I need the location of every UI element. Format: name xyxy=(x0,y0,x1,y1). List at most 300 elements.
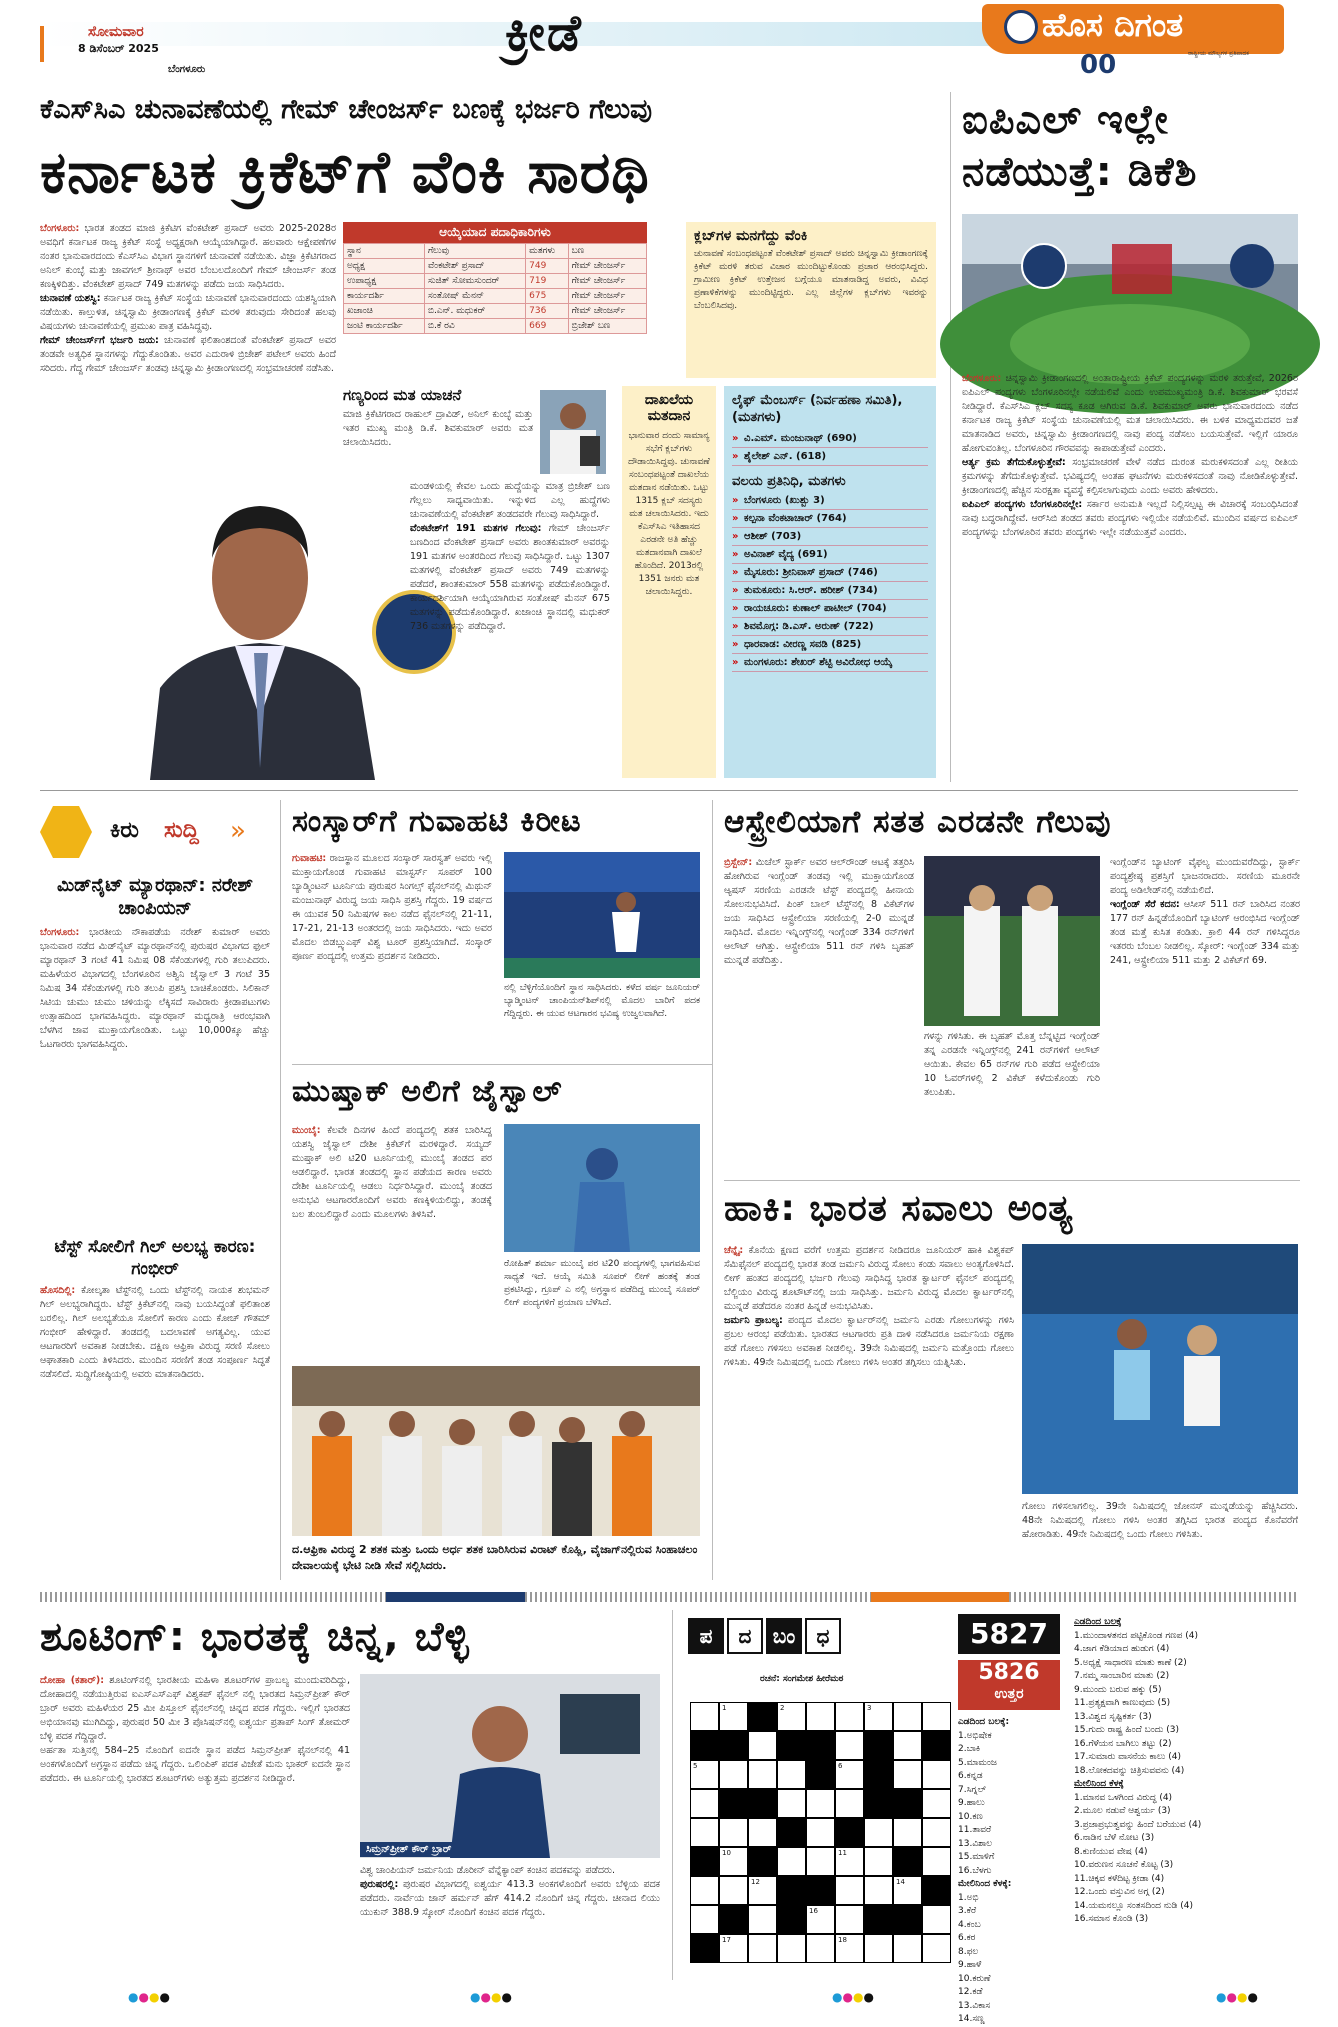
crossword-cell[interactable] xyxy=(922,1847,951,1876)
masthead xyxy=(0,0,1338,86)
clue-item: 7.ಸಿಗ್ನಲ್ xyxy=(958,1784,987,1795)
crossword-cell[interactable] xyxy=(835,1847,864,1876)
shooting-headline: ಶೂಟಿಂಗ್: ಭಾರತಕ್ಕೆ ಚಿನ್ನ, ಬೆಳ್ಳಿ xyxy=(40,1614,470,1660)
shooter-photo xyxy=(360,1674,660,1858)
mid-divider xyxy=(292,1064,712,1065)
mushtaq-body-2: ರೋಹಿತ್ ಶರ್ಮಾ ಮುಂಬೈ ಪರ ಟಿ20 ಪಂದ್ಯಗಳಲ್ಲಿ ಭಾಗವಹಿಸುವ ಸಾಧ್ಯತೆ ಇದೆ. ಆಯ್ಕೆ ಸಮಿತಿ ಸೂಪರ್ ಲೀಗ್ ಹಂತಕ್ಕೆ ತಂಡ ಪ್ರಕಟಿಸಿದ್ದು, ಗ್ರೂಪ್ ಎ ನಲ್ಲಿ ಅಗ್ರಸ್ಥಾನ ಪಡೆದಿದ್ದ ಮುಂಬೈ ಸೂಪರ್ ಲೀಗ್ ಪಂದ್ಯಗಳಿಗೆ ಪ್ರಯಾಣ ಬೆಳೆಸಿದೆ. xyxy=(504,1259,700,1308)
table-row xyxy=(344,304,647,319)
date-accent-bar xyxy=(40,26,44,62)
crossword-cell[interactable] xyxy=(922,1905,951,1934)
crossword-cell xyxy=(864,1905,893,1934)
table-cell: 719 xyxy=(526,274,569,289)
table-row xyxy=(344,319,647,334)
clue-item: 6.ಕನ್ನಡ xyxy=(958,1771,983,1781)
reg-dots: ●●●● xyxy=(832,1990,874,2004)
crossword-cell-number: 6 xyxy=(838,1762,843,1770)
crossword-title xyxy=(688,1618,841,1654)
crossword-cell[interactable] xyxy=(864,1876,893,1905)
clue-item: 18.ಲೋಕದವನ್ನು ಚಿತ್ರಿಸುವವನು (4) xyxy=(1074,1765,1185,1776)
answers-block xyxy=(958,1716,1064,2027)
clue-item: 1.ಅಭಿಷೇಕ xyxy=(958,1730,992,1741)
crossword-cell-number: 17 xyxy=(722,1936,731,1944)
clue-item: 14.ಯಮನಲ್ಲೂ ಸಂತಸದಿಂದ ನುಡಿ (4) xyxy=(1074,1900,1193,1911)
list-item: » ಬೆಂಗಳೂರು (ಖುಶ್ಬು 3) xyxy=(732,492,928,510)
crossword-cell[interactable] xyxy=(777,1847,806,1876)
crossword-cell[interactable] xyxy=(922,1760,951,1789)
crossword-cell xyxy=(893,1789,922,1818)
crossword-cell xyxy=(719,1731,748,1760)
officials-table xyxy=(343,243,647,334)
crossword-cell[interactable] xyxy=(922,1818,951,1847)
crossword-cell[interactable] xyxy=(719,1934,748,1963)
crossword-cell[interactable] xyxy=(690,1876,719,1905)
reg-dots: ●●●● xyxy=(1216,1990,1258,2004)
answers-across-list xyxy=(958,1730,1064,1879)
lead-sub-2: ಗೇಮ್ ಚೇಂಜರ್ಸ್‌ಗೆ ಭರ್ಜರಿ ಜಯ: xyxy=(40,335,159,346)
table-cell: ಬಿ.ಕೆ ರವಿ xyxy=(424,319,525,334)
voting-box-body: ಭಾನುವಾರ ದಂದು ಸಾಮಾನ್ಯ ಸಭೆಗೆ ಕ್ಲಬ್‌ಗಳು ದೌಡಾಯಿಸಿದ್ದವು. ಚುನಾವಣೆ ಸಂಬಂಧಪಟ್ಟಂತೆ ದಾಖಲೆಯ ಮತದಾನ ನಡೆಯಿತು. ಒಟ್ಟು 1315 ಕ್ಲಬ್ ಸದಸ್ಯರು ಮತ ಚಲಾಯಿಸಿದರು. ಇದು ಕೆಎಸ್‌ಸಿಎ ಇತಿಹಾಸದ ಎರಡನೇ ಅತಿ ಹೆಚ್ಚು ಮತದಾನವಾಗಿ ದಾಖಲೆ ಹೊಂದಿದೆ. 2013ರಲ್ಲಿ 1351 ಜನರು ಮತ ಚಲಾಯಿಸಿದ್ದರು. xyxy=(628,431,710,597)
crossword-cell[interactable] xyxy=(748,1934,777,1963)
crossword-cell[interactable] xyxy=(719,1760,748,1789)
crossword-cell[interactable] xyxy=(835,1876,864,1905)
table-cell: ಖಜಾಂಚಿ xyxy=(344,304,425,319)
table-cell: ಸ್ಥಾನ xyxy=(344,244,425,259)
stadium-photo xyxy=(962,214,1298,364)
kirusuddi-label-1: ಕಿರು xyxy=(110,818,139,843)
crossword-cell[interactable] xyxy=(835,1702,864,1731)
members-box xyxy=(724,386,936,778)
crossword-cell xyxy=(777,1876,806,1905)
bar-segment xyxy=(525,1592,871,1602)
australia-text: ಮಿಚೆಲ್ ಸ್ಟಾರ್ಕ್ ಅವರ ಆಲ್‌ರೌಂಡ್ ಆಟಕ್ಕೆ ತತ್ತರಿಸಿ ಹೋಗಿರುವ ಇಂಗ್ಲೆಂಡ್ ತಂಡವು ಇಲ್ಲಿ ಮುಕ್ತಾಯಗೊಂಡ ಆ್ಯಷಸ್ ಸರಣಿಯ ಎರಡನೇ ಟೆಸ್ಟ್ ಪಂದ್ಯದಲ್ಲಿ ಹೀನಾಯ ಸೋಲನುಭವಿಸಿದೆ. ಪಿಂಕ್ ಬಾಲ್ ಟೆಸ್ಟ್‌ನಲ್ಲಿ 8 ವಿಕೆಟ್‌ಗಳ ಜಯ ಸಾಧಿಸಿದ ಆಸ್ಟ್ರೇಲಿಯಾ ಸರಣಿಯಲ್ಲಿ 2-0 ಮುನ್ನಡೆ ಸಾಧಿಸಿದೆ. ಮೊದಲ ಇನ್ನಿಂಗ್ಸ್‌ನಲ್ಲಿ ಇಂಗ್ಲೆಂಡ್ 334 ರನ್‌ಗಳಿಗೆ ಆಲೌಟ್ ಆಗಿತ್ತು. ಆಸ್ಟ್ರೇಲಿಯಾ 511 ರನ್ ಗಳಿಸಿ ಬೃಹತ್ ಮುನ್ನಡೆ ಪಡೆದಿತ್ತು. xyxy=(724,857,914,966)
table-cell: 749 xyxy=(526,259,569,274)
list-item: » ಶೈಲೇಶ್ ಎನ್. (618) xyxy=(732,448,928,466)
kiru-body-1 xyxy=(40,926,270,1052)
clue-item: 8.ಫಲ xyxy=(958,1946,979,1957)
clue-item: 16.ಬೆಳಗು xyxy=(958,1865,992,1876)
crossword-cell[interactable] xyxy=(748,1818,777,1847)
crossword-cell[interactable] xyxy=(690,1760,719,1789)
crossword-cell xyxy=(690,1847,719,1876)
answers-across-title: ಎಡದಿಂದ ಬಲಕ್ಕೆ: xyxy=(958,1717,1010,1727)
clue-item: 7.ನಮ್ಮ ಸಾಂಬಾರಿನ ಮಾತು (2) xyxy=(1074,1671,1170,1681)
crossword-number: 5827 xyxy=(958,1614,1060,1654)
table-cell: ಗೆಲುವು xyxy=(424,244,525,259)
clue-item: 9.ಹಾಲು xyxy=(958,1798,985,1808)
crossword-cell[interactable] xyxy=(806,1818,835,1847)
table-row xyxy=(344,259,647,274)
kohli-temple-photo xyxy=(292,1366,700,1536)
lead-body-2: ಕರ್ನಾಟಕ ರಾಜ್ಯ ಕ್ರಿಕೆಟ್ ಸಂಸ್ಥೆಯ ಚುನಾವಣೆ ಭಾನುವಾರದಂದು ಯಶಸ್ವಿಯಾಗಿ ನಡೆಯಿತು. ಕಾಲ್ತುಳಿತ, ಚಿನ್ನಸ್ವಾಮಿ ಕ್ರೀಡಾಂಗಣಕ್ಕೆ ಕ್ರಿಕೆಟ್ ಮರಳಿ ತರುವುದು ಸೇರಿದಂತೆ ಹಲವು ವಿಷಯಗಳು ಚುನಾವಣೆಯಲ್ಲಿ ಪ್ರಮುಖ ಪಾತ್ರ ವಹಿಸಿದ್ದವು. xyxy=(40,293,336,332)
list-item: » ಶಿವಮೊಗ್ಗ: ಡಿ.ಎಸ್. ಅರುಣ್ (722) xyxy=(732,618,928,636)
table-cell: ಗೇಮ್ ಚೇಂಜರ್ಸ್ xyxy=(568,259,646,274)
crossword-cell xyxy=(690,1934,719,1963)
table-row xyxy=(344,274,647,289)
shooting-body xyxy=(40,1674,350,1786)
crossword-cell[interactable] xyxy=(922,1934,951,1963)
paper-name: ಹೊಸ ದಿಗಂತ xyxy=(1042,6,1184,44)
kirusuddi-badge xyxy=(40,806,260,862)
section-title: ಕ್ರೀಡೆ xyxy=(505,4,583,62)
bottom-color-bar xyxy=(40,1592,1298,1602)
crossword-cell[interactable] xyxy=(893,1731,922,1760)
crossword-cell[interactable] xyxy=(777,1789,806,1818)
sanskar-dateline: ಗುವಾಹಟಿ: xyxy=(292,853,327,864)
crossword-cell[interactable] xyxy=(719,1702,748,1731)
clue-item: 4.ಕಂಬ xyxy=(958,1919,981,1930)
registration-marks xyxy=(0,1990,1338,2004)
crossword-cell[interactable] xyxy=(806,1847,835,1876)
clues-across-list xyxy=(1074,1630,1302,1779)
crossword-cell-number: 1 xyxy=(722,1704,727,1712)
crossword-cell xyxy=(893,1905,922,1934)
clue-item: 1.ಮುಂದಾಳತನದ ಪಟ್ಟಿಕೊಂಡ ಗಣಪ (4) xyxy=(1074,1630,1198,1641)
ipl-body-2: ಸಂಭ್ರಮಾಚರಣೆ ವೇಳೆ ನಡೆದ ದುರಂತ ಮರುಕಳಿಸದಂತೆ ಎಲ್ಲ ರೀತಿಯ ಕ್ರಮಗಳನ್ನು ತೆಗೆದುಕೊಳ್ಳುತ್ತೇವೆ. ಭವಿಷ್ಯದಲ್ಲಿ ಅಂತಹ ಘಟನೆಗಳು ಮರುಕಳಿಸದಂತೆ ನಾವು ನೋಡಿಕೊಳ್ಳುತ್ತೇವೆ. ಕ್ರೀಡಾಂಗಣದಲ್ಲಿ ಹೆಚ್ಚಿನ ಸುರಕ್ಷತಾ ವ್ಯವಸ್ಥೆ ಕಲ್ಪಿಸಲಾಗುವುದು ಎಂದು ಅವರು ಹೇಳಿದರು. xyxy=(962,457,1298,496)
clue-item: 2.ಬಾಕಿ xyxy=(958,1744,981,1754)
clue-item: 13.ವಿಶ್ವದ ಸೃಷ್ಟಿಕರ್ತ (3) xyxy=(1074,1711,1152,1722)
hand-icon xyxy=(40,806,92,858)
badminton-photo xyxy=(504,852,700,978)
hockey-headline: ಹಾಕಿ: ಭಾರತ ಸವಾಲು ಅಂತ್ಯ xyxy=(724,1188,1074,1229)
hockey-dateline: ಚೆನ್ನೈ: xyxy=(724,1245,744,1256)
clue-item: 15.ಮಾಳಿಗೆ xyxy=(958,1852,995,1862)
clue-item: 3.ಕೆರೆ xyxy=(958,1906,977,1916)
ipl-headline: ಐಪಿಎಲ್ ಇಲ್ಲೇ ನಡೆಯುತ್ತೆ: ಡಿಕೆಶಿ xyxy=(962,97,1198,195)
crossword-cell[interactable] xyxy=(748,1760,777,1789)
crossword-cell[interactable] xyxy=(922,1789,951,1818)
crossword-cell[interactable] xyxy=(864,1934,893,1963)
shooting-text-2: ಅರ್ಹತಾ ಸುತ್ತಿನಲ್ಲಿ 584–25 ನೊಂದಿಗೆ ಐದನೇ ಸ್ಥಾನ ಪಡೆದ ಸಿಮ್ರನ್‌ಪ್ರೀತ್ ಫೈನಲ್‌ನಲ್ಲಿ 41 ಅಂಕಗಳೊಂದಿಗೆ ಅಗ್ರಸ್ಥಾನ ಪಡೆದು ಚಿನ್ನ ಗೆದ್ದರು. ಒಲಿಂಪಿಕ್ ಪದಕ ವಿಜೇತೆ ಮನು ಭಾಕರ್ ಐದನೇ ಸ್ಥಾನ ಪಡೆದರು. ಈ ಟೂರ್ನಿಯಲ್ಲಿ ಭಾರತದ ಶೂಟರ್‌ಗಳು ಅತ್ಯುತ್ತಮ ಪ್ರದರ್ಶನ ನೀಡಿದ್ದಾರೆ. xyxy=(40,1745,350,1784)
australia-dateline: ಬ್ರಿಸ್ಬೇನ್: xyxy=(724,857,753,868)
crossword-cell[interactable] xyxy=(806,1934,835,1963)
australia-sub: ಇಂಗ್ಲೆಂಡ್ ಸೆರೆ ಕದನ: xyxy=(1110,899,1180,910)
dignitaries-sub: ವೆಂಕಟೇಶ್‌ಗೆ 191 ಮತಗಳ ಗೆಲುವು: xyxy=(410,523,542,534)
list-item: » ಮಂಗಳೂರು: ಶೇಖರ್ ಶೆಟ್ಟಿ ಅವಿರೋಧ ಆಯ್ಕೆ xyxy=(732,654,928,672)
members-list-2 xyxy=(732,492,928,672)
lead-body xyxy=(40,222,336,376)
lead-dateline: ಬೆಂಗಳೂರು: xyxy=(40,223,80,234)
mushtaq-body xyxy=(292,1124,492,1222)
table-cell: ಮತಗಳು xyxy=(526,244,569,259)
prev-label: ಉತ್ತರ xyxy=(994,1686,1024,1702)
bar-segment xyxy=(386,1592,525,1602)
crossword-cell-number: 16 xyxy=(809,1907,818,1915)
sanskar-body-2: ನಲ್ಲಿ ಬೆಳ್ಳಿಗೆಯೊಂದಿಗೆ ಸ್ಥಾನ ಸಾಧಿಸಿದರು. ಕಳೆದ ವರ್ಷ ಜೂನಿಯರ್ ಬ್ಯಾಡ್ಮಿಂಟನ್ ಚಾಂಪಿಯನ್‌ಶಿಪ್‌ನಲ್ಲಿ ಮೊದಲ ಬಾರಿಗೆ ಪದಕ ಗೆದ್ದಿದ್ದರು. ಈ ಯುವ ಆಟಗಾರನ ಭವಿಷ್ಯ ಉಜ್ವಲವಾಗಿದೆ. xyxy=(504,983,700,1019)
dkshi-voting-photo xyxy=(540,390,606,474)
crossword-cell xyxy=(864,1760,893,1789)
shooting-sub: ಪುರುಷರಲ್ಲಿ: xyxy=(360,1879,399,1890)
clue-item: 14.ಸಣ್ಣ xyxy=(958,2014,985,2024)
list-item: » ಅವಿನಾಶ್ ವೈದ್ಯ (691) xyxy=(732,546,928,564)
voting-box-title: ದಾಖಲೆಯ ಮತದಾನ xyxy=(644,392,694,424)
crossword-cell[interactable] xyxy=(893,1760,922,1789)
officials-table-title: ಆಯ್ಕೆಯಾದ ಪದಾಧಿಕಾರಿಗಳು xyxy=(343,222,647,243)
list-item: » ಆಶೀಶ್ (703) xyxy=(732,528,928,546)
table-cell: ಜಂಟಿ ಕಾರ್ಯದರ್ಶಿ xyxy=(344,319,425,334)
crossword-cell-number: 14 xyxy=(896,1878,905,1886)
crossword-cell xyxy=(777,1818,806,1847)
sanskar-text: ರಾಜಸ್ಥಾನ ಮೂಲದ ಸಂಸ್ಕಾರ್ ಸಾರಸ್ವತ್ ಅವರು ಇಲ್ಲಿ ಮುಕ್ತಾಯಗೊಂಡ ಗುವಾಹಟಿ ಮಾಸ್ಟರ್ಸ್ ಸೂಪರ್ 100 ಬ್ಯಾಡ್ಮಿಂಟನ್ ಟೂರ್ನಿಯ ಪುರುಷರ ಸಿಂಗಲ್ಸ್ ಫೈನಲ್‌ನಲ್ಲಿ ಮಿಥುನ್ ಮಂಜುನಾಥ್ ವಿರುದ್ಧ ಜಯ ಸಾಧಿಸಿ ಪ್ರಶಸ್ತಿ ಗೆದ್ದರು. 19 ವರ್ಷದ ಈ ಯುವಕ 50 ನಿಮಿಷಗಳ ಕಾಲ ನಡೆದ ಫೈನಲ್‌ನಲ್ಲಿ 21-11, 17-21, 21-13 ಅಂತರದಲ್ಲಿ ಜಯ ಸಾಧಿಸಿದರು. ಇದು ಅವರ ಮೊದಲ ಬಿಡಬ್ಲ್ಯುಎಫ್ ವಿಶ್ವ ಟೂರ್ ಪ್ರಶಸ್ತಿಯಾಗಿದೆ. ಸಂಸ್ಕಾರ್ ಪೂರ್ಣ ಪಂದ್ಯದಲ್ಲಿ ಉತ್ತಮ ಪ್ರದರ್ಶನ ನೀಡಿದರು. xyxy=(292,853,492,962)
clue-item: 10.ಕರುಣೆ xyxy=(958,1973,991,1984)
officials-table-box xyxy=(343,222,647,334)
masthead-date: 8 ಡಿಸೆಂಬರ್ 2025 xyxy=(78,42,159,55)
sanskar-headline: ಸಂಸ್ಕಾರ್‌ಗೆ ಗುವಾಹಟಿ ಕಿರೀಟ xyxy=(292,804,582,839)
photo-caption: ದ.ಆಫ್ರಿಕಾ ವಿರುದ್ಧ 2 ಶತಕ ಮತ್ತು ಒಂದು ಅರ್ಧ ಶತಕ ಬಾರಿಸಿರುವ ವಿರಾಟ್ ಕೊಹ್ಲಿ, ವೈಜಾಗ್‌ನಲ್ಲಿರುವ ಸಿಂಹಾಚಲಂ ದೇವಾಲಯಕ್ಕೆ ಭೇಟಿ ನೀಡಿ ಸೇವೆ ಸಲ್ಲಿಸಿದರು. xyxy=(292,1543,698,1572)
clues-down-title: ಮೇಲಿನಿಂದ ಕೆಳಕ್ಕೆ xyxy=(1074,1779,1124,1789)
crossword-cell xyxy=(835,1818,864,1847)
crossword-title-letter: ಪ xyxy=(688,1618,724,1654)
sanskar-body xyxy=(292,852,492,964)
cricket-batsmen-photo xyxy=(924,856,1100,1026)
clue-item: 12.ಕಡೆ xyxy=(958,1987,983,1997)
clubs-box-body: ಚುನಾವಣೆ ಸಂಬಂಧಪಟ್ಟಂತೆ ವೆಂಕಟೇಶ್ ಪ್ರಸಾದ್ ಅವರು ಚಿನ್ನಸ್ವಾಮಿ ಕ್ರೀಡಾಂಗಣಕ್ಕೆ ಕ್ರಿಕೆಟ್ ಮರಳಿ ತರುವ ವಿಚಾರ ಮುಂದಿಟ್ಟುಕೊಂಡು ಪ್ರಚಾರ ಆರಂಭಿಸಿದ್ದರು. ಗ್ರಾಮೀಣ ಕ್ರಿಕೆಟ್ ಉತ್ತೇಜನ ಬಗ್ಗೆಯೂ ಮಾತನಾಡಿದ್ದ ಅವರು, ವಿವಿಧ ಪ್ರಣಾಳಿಕೆಗಳನ್ನು ಮುಂದಿಟ್ಟಿದ್ದರು. ಎಲ್ಲ ಜಿಲ್ಲೆಗಳ ಕ್ಲಬ್‌ಗಳು ಇವರನ್ನು ಬೆಂಬಲಿಸಿದವು. xyxy=(694,249,928,311)
ipl-sub-1: ಆರ್ತ್ಯ ಕ್ರಮ ತೆಗೆದುಕೊಳ್ಳುತ್ತೇವೆ: xyxy=(962,457,1066,468)
lead-divider xyxy=(950,92,951,782)
clue-item: 17.ಸುಮಾರು ವಾಸನೆಯ ಕಾಲು (4) xyxy=(1074,1752,1182,1762)
crossword-cell[interactable] xyxy=(719,1847,748,1876)
crossword-cell xyxy=(719,1789,748,1818)
crossword-cell[interactable] xyxy=(835,1934,864,1963)
crossword-title-letter: ಬಂ xyxy=(766,1618,802,1654)
bar-segment xyxy=(40,1592,386,1602)
table-cell: 736 xyxy=(526,304,569,319)
clue-item: 13.ವಿಕಾಸ xyxy=(958,2000,991,2011)
crossword-cell xyxy=(864,1789,893,1818)
clue-item: 1.ಮಾನವ ಒಳಗಿಂದ ವಿರುದ್ಧ (4) xyxy=(1074,1792,1173,1803)
hockey-body-3: ಗೋಲು ಗಳಿಸಲಾಗಲಿಲ್ಲ. 39ನೇ ನಿಮಿಷದಲ್ಲಿ ಜೋನಸ್ ಮುನ್ನಡೆಯನ್ನು ಹೆಚ್ಚಿಸಿದರು. 48ನೇ ನಿಮಿಷದಲ್ಲಿ ಗೋಲು ಗಳಿಸಿ ಅಂತರ ತಗ್ಗಿಸಿದ ಭಾರತ ಪಂದ್ಯದ ಕೊನೆವರೆಗೆ ಹೋರಾಡಿತು. 49ನೇ ನಿಮಿಷದಲ್ಲಿ ಒಂದು ಗೋಲು ಗಳಿಸಿತು. xyxy=(1022,1501,1298,1540)
clue-item: 9.ಹಾಳೆ xyxy=(958,1960,982,1970)
bar-segment xyxy=(1009,1592,1298,1602)
australia-text-4: ಆಸೀಸ್ 511 ರನ್ ಬಾರಿಸಿದ ನಂತರ 177 ರನ್ ಹಿನ್ನಡೆಯೊಂದಿಗೆ ಬ್ಯಾಟಿಂಗ್ ಆರಂಭಿಸಿದ ಇಂಗ್ಲೆಂಡ್ ತಂಡ ಮತ್ತೆ ಕುಸಿತ ಕಂಡಿತು. ಕ್ರಾಲಿ 44 ರನ್ ಗಳಿಸಿದ್ದರೂ ಇತರರು ಬೆಂಬಲ ನೀಡಲಿಲ್ಲ. ಸ್ಕೋರ್: ಇಂಗ್ಲೆಂಡ್ 334 ಮತ್ತು 241, ಆಸ್ಟ್ರೇಲಿಯಾ 511 ಮತ್ತು 2 ವಿಕೆಟ್‌ಗೆ 69. xyxy=(1110,899,1300,966)
answers-down-list xyxy=(958,1892,1064,2027)
crossword-cell[interactable] xyxy=(719,1876,748,1905)
crossword-cell[interactable] xyxy=(835,1789,864,1818)
kiru-dateline-2: ಹೊಸದಿಲ್ಲಿ: xyxy=(40,1285,76,1296)
crossword-cell[interactable] xyxy=(835,1760,864,1789)
list-item: » ಮೈಸೂರು: ಶ್ರೀನಿವಾಸ್ ಪ್ರಸಾದ್ (746) xyxy=(732,564,928,582)
section-divider xyxy=(40,790,1298,791)
crossword-grid[interactable] xyxy=(690,1702,952,1964)
hockey-sub: ಜರ್ಮನಿ ಪ್ರಾಬಲ್ಯ: xyxy=(724,1315,783,1326)
shooting-text-4: ಪುರುಷರ ವಿಭಾಗದಲ್ಲಿ ಐಶ್ವರ್ಯ 413.3 ಅಂಕಗಳೊಂದಿಗೆ ಅವರು ಬೆಳ್ಳಿಯ ಪದಕ ಪಡೆದರು. ನಾರ್ವೆಯ ಜಾನ್ ಹರ್ಮನ್ ಹೆಗ್ 414.2 ನೊಂದಿಗೆ ಚಿನ್ನ ಗೆದ್ದರು. ಚೀನಾದ ಲಿಯು ಯುಕುನ್ 388.9 ಸ್ಕೋರ್ ನೊಂದಿಗೆ ಕಂಚಿನ ಪದಕ ಗೆದ್ದರು. xyxy=(360,1879,660,1918)
shooting-text-3: ವಿಶ್ವ ಚಾಂಪಿಯನ್ ಜರ್ಮನಿಯ ಡೊರೀನ್ ವೆನ್ನೆಕ್ಯಾಂಪ್ ಕಂಚಿನ ಪದಕವನ್ನು ಪಡೆದರು. xyxy=(360,1865,616,1876)
crossword-cell[interactable] xyxy=(835,1905,864,1934)
crossword-cell[interactable] xyxy=(748,1905,777,1934)
voting-box xyxy=(622,386,716,778)
kiru-dateline-1: ಬೆಂಗಳೂರು: xyxy=(40,927,80,938)
kiru-text-2: ಕೋಲ್ಕತಾ ಟೆಸ್ಟ್‌ನಲ್ಲಿ ಒಂದು ಟೆಸ್ಟ್‌ನಲ್ಲಿ ನಾಯಕ ಶುಭಮನ್ ಗಿಲ್ ಅಲಭ್ಯರಾಗಿದ್ದರು. ಟೆಸ್ಟ್ ಕ್ರಿಕೆಟ್‌ನಲ್ಲಿ ನಾವು ಬಯಸಿದ್ದಂತೆ ಫಲಿತಾಂಶ ಬರಲಿಲ್ಲ. ಗಿಲ್ ಅಲಭ್ಯತೆಯೂ ಸೋಲಿಗೆ ಕಾರಣ ಎಂದು ಕೋಚ್ ಗೌತಮ್ ಗಂಭೀರ್ ಹೇಳಿದ್ದಾರೆ. ತಂಡದಲ್ಲಿ ಬದಲಾವಣೆ ಅಗತ್ಯವಿಲ್ಲ. ಯುವ ಆಟಗಾರರಿಗೆ ಅವಕಾಶ ನೀಡಬೇಕು. ದಕ್ಷಿಣ ಆಫ್ರಿಕಾ ವಿರುದ್ಧ ಸರಣಿ ಸೋಲು ಆಘಾತಕಾರಿ ಎಂದು ತಿಳಿಸಿದರು. ಮುಂದಿನ ಸರಣಿಗೆ ತಂಡ ಸಂಪೂರ್ಣ ಸಿದ್ಧತೆ ನಡೆಸಲಿದೆ. ಸುದ್ದಿಗೋಷ್ಠಿಯಲ್ಲಿ ಅವರು ಮಾತನಾಡಿದರು. xyxy=(40,1285,270,1380)
crossword-cell[interactable] xyxy=(864,1818,893,1847)
reg-dots: ●●●● xyxy=(470,1990,512,2004)
members-title-2: ವಲಯ ಪ್ರತಿನಿಧಿ, ಮತಗಳು xyxy=(732,474,846,489)
venkatesh-portrait-photo xyxy=(130,468,390,780)
lead-sub-1: ಚುನಾವಣೆ ಯಶಸ್ವಿ: xyxy=(40,293,101,304)
crossword-cell xyxy=(719,1905,748,1934)
table-header xyxy=(344,244,647,259)
shooting-body-3 xyxy=(360,1864,660,1920)
list-item: » ತುಮಕೂರು: ಸಿ.ಆರ್. ಹರೀಶ್ (734) xyxy=(732,582,928,600)
table-cell: ಕಾರ್ಯದರ್ಶಿ xyxy=(344,289,425,304)
clues-across-title: ಎಡದಿಂದ ಬಲಕ್ಕೆ xyxy=(1074,1617,1122,1627)
clue-item: 11.ಪ್ರತ್ಯಕ್ಷವಾಗಿ ಕಾಣುವುದು (5) xyxy=(1074,1698,1171,1708)
clue-item: 4.ಜಾಗ ಕೆಡಿಯಾದ ಹುಡುಗ (4) xyxy=(1074,1644,1170,1654)
crossword-cell[interactable] xyxy=(777,1934,806,1963)
crossword-cell[interactable] xyxy=(777,1702,806,1731)
crossword-cell[interactable] xyxy=(922,1702,951,1731)
list-item: » ವಿ.ಎಮ್. ಮಂಜುನಾಥ್ (690) xyxy=(732,430,928,448)
masthead-day: ಸೋಮವಾರ xyxy=(88,24,144,40)
clue-item: 13.ವಿಶಾಲ xyxy=(958,1838,993,1849)
reg-dots: ●●●● xyxy=(128,1990,170,2004)
center-divider xyxy=(712,800,713,1580)
table-cell: ಬ್ರಿಜೇಶ್ ಬಣ xyxy=(568,319,646,334)
members-list-1 xyxy=(732,430,928,466)
mushtaq-dateline: ಮುಂಬೈ: xyxy=(292,1125,321,1136)
table-cell: ಅಧ್ಯಕ್ಷ xyxy=(344,259,425,274)
table-cell: ಬಿ.ಎನ್. ಮಧುಕರ್ xyxy=(424,304,525,319)
hockey-text-2: ಪಂದ್ಯದ ಮೊದಲ ಕ್ವಾರ್ಟರ್‌ನಲ್ಲಿ ಜರ್ಮನಿ ಎರಡು ಗೋಲುಗಳನ್ನು ಗಳಿಸಿ ಪ್ರಬಲ ಆರಂಭ ಪಡೆಯಿತು. ಭಾರತದ ಆಟಗಾರರು ಪ್ರತಿ ದಾಳಿ ನಡೆಸಿದರೂ ಜರ್ಮನಿಯ ರಕ್ಷಣಾ ಪಡೆ ಗೋಲು ಗಳಿಸಲು ಅವಕಾಶ ನೀಡಲಿಲ್ಲ. 39ನೇ ನಿಮಿಷದಲ್ಲಿ ಜರ್ಮನಿ ಮತ್ತೊಂದು ಗೋಲು ಗಳಿಸಿತು. 49ನೇ ನಿಮಿಷದಲ್ಲಿ ಒಂದು ಗೋಲು ಗಳಿಸಿ ಅಂತರ ತಗ್ಗಿಸಲು ಯತ್ನಿಸಿತು. xyxy=(724,1315,1014,1368)
lead-body-1: ಭಾರತ ತಂಡದ ಮಾಜಿ ಕ್ರಿಕೆಟಿಗ ವೆಂಕಟೇಶ್ ಪ್ರಸಾದ್ ಅವರು 2025-2028ರ ಅವಧಿಗೆ ಕರ್ನಾಟಕ ರಾಜ್ಯ ಕ್ರಿಕೆಟ್ ಸಂಸ್ಥೆ ಅಧ್ಯಕ್ಷರಾಗಿ ಆಯ್ಕೆಯಾಗಿದ್ದಾರೆ. ಹಲವಾರು ಆಕ್ಷೇಪಣೆಗಳ ನಂತರ ಭಾನುವಾರದಂದು ಕೆಎಸ್‌ಸಿಎ ವಿಭಾಗ ಸ್ಥಾನಗಳಿಗೆ ಚುನಾವಣೆ ನಡೆಯಿತು. ವಿಜ್ಞಾ ಕ್ರಿಕೆಟಿಗರಾದ ಅನಿಲ್ ಕುಂಬ್ಳೆ ಮತ್ತು ಜಾವಗಲ್ ಶ್ರೀನಾಥ್ ಅವರ ಬೆಂಬಲದೊಂದಿಗೆ ಗೇಮ್ ಚೇಂಜರ್ಸ್ ತಂಡ ಕಣಕ್ಕಿಳಿದಿತ್ತು. ವೆಂಕಟೇಶ್ ಪ್ರಸಾದ್ 749 ಮತಗಳನ್ನು ಪಡೆದು ಜಯ ಸಾಧಿಸಿದರು. xyxy=(40,223,336,290)
kiru-h1: ಮಿಡ್‌ನೈಟ್ ಮ್ಯಾರಥಾನ್: ನರೇಶ್ ಚಾಂಪಿಯನ್ xyxy=(56,875,254,919)
crossword-cell xyxy=(748,1789,777,1818)
crossword-cell[interactable] xyxy=(690,1905,719,1934)
crossword-divider xyxy=(672,1610,673,1980)
dignitaries-title: ಗಣ್ಯರಿಂದ ಮತ ಯಾಚನೆ xyxy=(343,386,462,404)
clues-block xyxy=(1074,1616,1302,1927)
prev-number: 5826 xyxy=(978,1660,1040,1685)
hockey-photo xyxy=(1022,1244,1298,1494)
crossword-cell xyxy=(806,1760,835,1789)
crossword-cell-number: 3 xyxy=(867,1704,872,1712)
kiru-text-1: ಭಾರತೀಯ ನೌಕಾಪಡೆಯ ನರೇಶ್ ಕುಮಾರ್ ಅವರು ಭಾನುವಾರ ನಡೆದ ಮಿಡ್‌ನೈಟ್ ಮ್ಯಾರಥಾನ್‌ನಲ್ಲಿ ಪುರುಷರ ವಿಭಾಗದ ಫುಲ್ ಮ್ಯಾರಥಾನ್ 3 ಗಂಟೆ 41 ನಿಮಿಷ 08 ಸೆಕೆಂಡುಗಳಲ್ಲಿ ಗುರಿ ತಲುಪಿದರು. ಮಹಿಳೆಯರ ವಿಭಾಗದಲ್ಲಿ ಬೆಂಗಳೂರಿನ ಅಶ್ವಿನಿ ಜೈಸ್ವಾಲ್ 3 ಗಂಟೆ 35 ನಿಮಿಷ 34 ಸೆಕೆಂಡುಗಳಲ್ಲಿ ಗುರಿ ತಲುಪಿ ಪ್ರಶಸ್ತಿ ಬಾಚಿಕೊಂಡರು. ಸಿಲಿಕಾನ್ ಸಿಟಿಯ ಚುಮು ಚುಮು ಚಳಿಯನ್ನು ಲೆಕ್ಕಿಸದೆ ಸಾವಿರಾರು ಕ್ರೀಡಾಪಟುಗಳು ಉತ್ಸಾಹದಿಂದ ಭಾಗವಹಿಸಿದ್ದರು. ಮ್ಯಾರಥಾನ್ ಮಧ್ಯರಾತ್ರಿ ಆರಂಭವಾಗಿ ಬೆಳಗಿನ ಜಾವ ಮುಕ್ತಾಯಗೊಂಡಿತು. ಒಟ್ಟು 10,000ಕ್ಕೂ ಹೆಚ್ಚು ಓಟಗಾರರು ಭಾಗವಹಿಸಿದ್ದರು. xyxy=(40,927,270,1050)
shooting-dateline: ದೋಹಾ (ಕತಾರ್): xyxy=(40,1675,105,1686)
clue-item: 9.ಮುಂದು ಬರುವ ಹಕ್ಕು (5) xyxy=(1074,1684,1162,1695)
shooter-caption: ಸಿಮ್ರನ್‌ಪ್ರೀತ್ ಕೌರ್ ಬ್ರಾರ್ xyxy=(360,1842,500,1857)
crossword-cell xyxy=(806,1876,835,1905)
crossword-cell[interactable] xyxy=(893,1818,922,1847)
prev-answer-box xyxy=(958,1660,1060,1710)
lead-col3-body xyxy=(410,480,610,634)
mushtaq-text: ಕೆಲವೇ ದಿನಗಳ ಹಿಂದೆ ಪಂದ್ಯದಲ್ಲಿ ಶತಕ ಬಾರಿಸಿದ್ದ ಯಶಸ್ವಿ ಜೈಸ್ವಾಲ್ ದೇಶೀ ಕ್ರಿಕೆಟ್‌ಗೆ ಮರಳಿದ್ದಾರೆ. ಸಯ್ಯದ್ ಮುಷ್ತಾಕ್ ಅಲಿ ಟಿ20 ಟೂರ್ನಿಯಲ್ಲಿ ಮುಂಬೈ ತಂಡದ ಪರ ಆಡಲಿದ್ದಾರೆ. ಭಾರತ ತಂಡದಲ್ಲಿ ಸ್ಥಾನ ಪಡೆಯದ ಕಾರಣ ಅವರು ದೇಶೀ ಟೂರ್ನಿಯಲ್ಲಿ ಆಡಲು ನಿರ್ಧರಿಸಿದ್ದಾರೆ. ಮುಂಬೈ ತಂಡದ ಅನುಭವಿ ಆಟಗಾರರೊಂದಿಗೆ ಅವರು ಕಣಕ್ಕಿಳಿಯಲಿದ್ದು, ತಂಡಕ್ಕೆ ಬಲ ತುಂಬಲಿದ್ದಾರೆ ಎಂದು ಮೂಲಗಳು ತಿಳಿಸಿವೆ. xyxy=(292,1125,492,1220)
kiru-divider xyxy=(280,800,281,1580)
list-item: » ರಾಯಚೂರು: ಕುಣಾಲ್ ಪಾಟೀಲ್ (704) xyxy=(732,600,928,618)
crossword-cell-number: 5 xyxy=(693,1762,698,1770)
crossword-cell[interactable] xyxy=(777,1760,806,1789)
crossword-cell-number: 11 xyxy=(838,1849,847,1857)
australia-body-3 xyxy=(1110,856,1300,968)
hockey-body xyxy=(724,1244,1014,1370)
crossword-cell[interactable] xyxy=(864,1702,893,1731)
hockey-text: ಕೊನೆಯ ಕ್ಷಣದ ವರೆಗೆ ಉತ್ತಮ ಪ್ರದರ್ಶನ ನೀಡಿದರೂ ಜೂನಿಯರ್ ಹಾಕಿ ವಿಶ್ವಕಪ್ ಸೆಮಿಫೈನಲ್ ಪಂದ್ಯದಲ್ಲಿ ಭಾರತ ತಂಡ ಜರ್ಮನಿ ವಿರುದ್ಧ ಸೋಲು ಕಂಡು ಸವಾಲು ಅಂತ್ಯಗೊಳಿಸಿದೆ. ಲೀಗ್ ಹಂತದ ಪಂದ್ಯದಲ್ಲಿ ಭರ್ಜರಿ ಗೆಲುವು ಸಾಧಿಸಿದ್ದ ಭಾರತ ಕ್ವಾರ್ಟರ್ ಫೈನಲ್ ಪಂದ್ಯದಲ್ಲಿ ಬೆಲ್ಜಿಯಂ ವಿರುದ್ಧ ಶೂಟೌಟ್‌ನಲ್ಲಿ ಜಯ ಸಾಧಿಸಿತ್ತು. ಜರ್ಮನಿ ವಿರುದ್ಧ ಮೊದಲ ಕ್ವಾರ್ಟರ್‌ನಲ್ಲಿ ಮುನ್ನಡೆ ಪಡೆದರೂ ನಂತರ ಹಿನ್ನಡೆ ಅನುಭವಿಸಿತು. xyxy=(724,1245,1014,1312)
dignitaries-body-3: ಗೇಮ್ ಚೇಂಜರ್ಸ್ ಬಣದಿಂದ ವೆಂಕಟೇಶ್ ಪ್ರಸಾದ್ ಅವರು ಶಾಂತಕುಮಾರ್ ಅವರನ್ನು 191 ಮತಗಳ ಅಂತರದಿಂದ ಗೆಲುವು ಸಾಧಿಸಿದ್ದಾರೆ. ಒಟ್ಟು 1307 ಮತಗಳಲ್ಲಿ ವೆಂಕಟೇಶ್ ಪ್ರಸಾದ್ ಅವರು 749 ಮತಗಳನ್ನು ಪಡೆದರೆ, ಶಾಂತಕುಮಾರ್ 558 ಮತಗಳನ್ನು ಪಡೆದುಕೊಂಡಿದ್ದಾರೆ. ಕಾರ್ಯದರ್ಶಿಯಾಗಿ ಆಯ್ಕೆಯಾಗಿರುವ ಸಂತೋಷ್ ಮೆನನ್ 675 ಮತಗಳನ್ನು ಪಡೆದುಕೊಂಡಿದ್ದಾರೆ. ಖಜಾಂಚಿ ಸ್ಥಾನದಲ್ಲಿ ಮಧುಕರ್ 736 ಮತಗಳನ್ನು ಪಡೆದಿದ್ದಾರೆ. xyxy=(410,523,610,632)
crossword-cell[interactable] xyxy=(748,1731,777,1760)
crossword-cell[interactable] xyxy=(748,1876,777,1905)
crossword-setter: ರಚನೆ: ಸಂಗಮೇಶ ಹೀರೆಮಠ xyxy=(760,1674,844,1684)
crossword-title-letter: ಧ xyxy=(805,1618,841,1654)
clue-item: 15.ಗುದು ರಾಷ್ಟ್ರ ಹಿಂದೆ ಬಂದು (3) xyxy=(1074,1725,1179,1735)
clue-item: 6.ನಾಡಿನ ಬೆಳೆ ನೋಟ (3) xyxy=(1074,1833,1155,1843)
crossword-cell-number: 12 xyxy=(751,1878,760,1886)
crossword-cell[interactable] xyxy=(835,1731,864,1760)
clue-item: 2.ಮೂಲ ನಡುವೆ ಆಶ್ವರ್ಯ (3) xyxy=(1074,1806,1171,1816)
lead-kicker: ಕೆಎಸ್‌ಸಿಎ ಚುನಾವಣೆಯಲ್ಲಿ ಗೇಮ್ ಚೇಂಜರ್ಸ್ ಬಣಕ್ಕೆ ಭರ್ಜರಿ ಗೆಲುವು xyxy=(40,94,653,125)
ipl-sub-2: ಐಪಿಎಲ್ ಪಂದ್ಯಗಳು ಬೆಂಗಳೂರಿನಲ್ಲೇ: xyxy=(962,499,1083,510)
crossword-cell xyxy=(748,1702,777,1731)
crossword-cell-number: 2 xyxy=(780,1704,785,1712)
crossword-cell[interactable] xyxy=(719,1818,748,1847)
ipl-body-1: ಚಿನ್ನಸ್ವಾಮಿ ಕ್ರೀಡಾಂಗಣದಲ್ಲಿ ಅಂತಾರಾಷ್ಟ್ರೀಯ ಕ್ರಿಕೆಟ್ ಪಂದ್ಯಗಳನ್ನು ಮರಳಿ ತರುತ್ತೇವೆ, 2026ರ ಐಪಿಎಲ್ ಪಂದ್ಯಗಳು ಬೆಂಗಳೂರಿನಲ್ಲೇ ನಡೆಯಲಿವೆ ಎಂದು ಉಪಮುಖ್ಯಮಂತ್ರಿ ಡಿ.ಕೆ. ಶಿವಕುಮಾರ್ ಭರವಸೆ ನೀಡಿದ್ದಾರೆ. ಕೆಎಸ್‌ಸಿಎ ಕ್ಲಬ್ ಸದಸ್ಯ ಕೂಡ ಆಗಿರುವ ಡಿ.ಕೆ. ಶಿವಕುಮಾರ್ ಅವರು ಭಾನುವಾರದಂದು ನಡೆದ ಕರ್ನಾಟಕ ರಾಜ್ಯ ಕ್ರಿಕೆಟ್ ಸಂಸ್ಥೆಯ ಚುನಾವಣೆಯಲ್ಲಿ ಮತ ಚಲಾಯಿಸಿದರು. ಈ ಬಳಿಕ ಮಾಧ್ಯಮದವರ ಜತೆ ಮಾತನಾಡಿದ ಅವರು, ಚಿನ್ನಸ್ವಾಮಿ ಕ್ರೀಡಾಂಗಣದಲ್ಲಿ ನಾವು ಪಂದ್ಯ ನಡೆಸಲು ಬಯಸುತ್ತೇವೆ. ಇಲ್ಲಿಗೆ ಯಾರೂ ಹೋಗುವಂತಿಲ್ಲ. ಬೆಂಗಳೂರಿನ ಗೌರವವನ್ನು ಕಾಪಾಡುತ್ತೇವೆ ಎಂದರು. xyxy=(962,373,1298,454)
clue-item: 11.ತಾವರೆ xyxy=(958,1825,992,1835)
shooting-text: ಶೂಟಿಂಗ್‌ನಲ್ಲಿ ಭಾರತೀಯ ಮಹಿಳಾ ಶೂಟರ್‌ಗಳ ಪ್ರಾಬಲ್ಯ ಮುಂದುವರಿದಿದ್ದು, ದೋಹಾದಲ್ಲಿ ನಡೆಯುತ್ತಿರುವ ಐಎಸ್‌ಎಸ್‌ಎಫ್ ವಿಶ್ವಕಪ್ ಫೈನಲ್ ನಲ್ಲಿ ಭಾರತದ ಸಿಮ್ರನ್‌ಪ್ರೀತ್ ಕೌರ್ ಬ್ರಾರ್ ಅವರು ಮಹಿಳೆಯರ 25 ಮೀ ಪಿಸ್ತೂಲ್ ಫೈನಲ್‌ನಲ್ಲಿ ಚಿನ್ನದ ಪದಕ ಗೆದ್ದರು. ಇಲ್ಲಿಗೆ ಭಾರತದ ಅಭಿಯಾನವು ಮುಗಿದಿದ್ದು, ಪುರುಷರ 50 ಮೀ 3 ಪೊಸಿಷನ್‌ನಲ್ಲಿ ಐಶ್ವರ್ಯ ಪ್ರತಾಪ್ ಸಿಂಗ್ ತೋಮರ್ ಬೆಳ್ಳಿ ಪದಕ ಗೆದ್ದಿದ್ದಾರೆ. xyxy=(40,1675,350,1742)
clubs-box xyxy=(686,222,936,378)
table-cell: ಸುಜಿತ್ ಸೋಮಸುಂದರ್ xyxy=(424,274,525,289)
table-cell: ಸಂತೋಷ್ ಮೆನನ್ xyxy=(424,289,525,304)
crossword-cell xyxy=(690,1731,719,1760)
table-cell: ಬಣ xyxy=(568,244,646,259)
crossword-cell xyxy=(777,1905,806,1934)
australia-headline: ಆಸ್ಟ್ರೇಲಿಯಾಗೆ ಸತತ ಎರಡನೇ ಗೆಲುವು xyxy=(724,804,1112,840)
list-item: » ಕಲ್ಪನಾ ವೆಂಕಟಾಚಾರ್ (764) xyxy=(732,510,928,528)
mushtaq-headline: ಮುಷ್ತಾಕ್ ಅಲಿಗೆ ಜೈಸ್ವಾಲ್ xyxy=(292,1074,563,1109)
lead-headline: ಕರ್ನಾಟಕ ಕ್ರಿಕೆಟ್‌ಗೆ ವೆಂಕಿ ಸಾರಥಿ xyxy=(40,138,650,206)
crossword-cell[interactable] xyxy=(893,1876,922,1905)
kirusuddi-label-2: ಸುದ್ದಿ xyxy=(164,818,199,843)
clue-item: 1.ಅಭಿ xyxy=(958,1892,979,1903)
page-number: 00 xyxy=(1080,50,1117,80)
chevron-icon: » xyxy=(230,816,246,846)
masthead-city: ಬೆಂಗಳೂರು xyxy=(168,64,206,75)
crossword-cell xyxy=(748,1847,777,1876)
answers-down-title: ಮೇಲಿನಿಂದ ಕೆಳಕ್ಕೆ: xyxy=(958,1879,1012,1889)
clue-item: 16.ಸಮಾನ ಕೊಂಡಿ (3) xyxy=(1074,1914,1149,1924)
brand-logo-icon xyxy=(1004,10,1038,44)
crossword-cell[interactable] xyxy=(806,1789,835,1818)
crossword-cell[interactable] xyxy=(864,1847,893,1876)
crossword-cell[interactable] xyxy=(893,1934,922,1963)
australia-text-3: ಇಂಗ್ಲೆಂಡ್‌ನ ಬ್ಯಾಟಿಂಗ್ ವೈಫಲ್ಯ ಮುಂದುವರೆದಿದ್ದು, ಸ್ಟಾರ್ಕ್ ಪಂದ್ಯಶ್ರೇಷ್ಠ ಪ್ರಶಸ್ತಿಗೆ ಭಾಜನರಾದರು. ಸರಣಿಯ ಮೂರನೇ ಪಂದ್ಯ ಅಡಿಲೇಡ್‌ನಲ್ಲಿ ನಡೆಯಲಿದೆ. xyxy=(1110,857,1300,896)
clubs-box-title: ಕ್ಲಬ್‌ಗಳ ಮನಗೆದ್ದು ವೆಂಕಿ xyxy=(694,228,808,244)
clues-down-list xyxy=(1074,1792,1302,1927)
kiru-h2: ಟೆಸ್ಟ್ ಸೋಲಿಗೆ ಗಿಲ್ ಅಲಭ್ಯ ಕಾರಣ: ಗಂಭೀರ್ xyxy=(54,1237,256,1279)
australia-body xyxy=(724,856,914,968)
crossword-cell xyxy=(922,1731,951,1760)
crossword-cell[interactable] xyxy=(806,1702,835,1731)
ipl-dateline: ಬೆಂಗಳೂರು: xyxy=(962,373,1002,384)
table-cell: ಗೇಮ್ ಚೇಂಜರ್ಸ್ xyxy=(568,274,646,289)
crossword-cell[interactable] xyxy=(690,1789,719,1818)
table-cell: 675 xyxy=(526,289,569,304)
crossword-cell[interactable] xyxy=(690,1702,719,1731)
clue-item: 5.ಅಧ್ಯಕ್ಷೆ ಸಾಧಾರಣ ಮಾತು ಕಾಣೆ (2) xyxy=(1074,1657,1187,1668)
crossword-cell xyxy=(806,1731,835,1760)
tagline: ರಾಷ್ಟ್ರೀಯ ಮೌಲ್ಯಗಳ ಪ್ರತಿಪಾದಕ xyxy=(1188,50,1249,57)
clue-item: 6.ಕರ xyxy=(958,1933,976,1943)
lead-body-3: ಚುನಾವಣೆ ಫಲಿತಾಂಶದಂತೆ ವೆಂಕಟೇಶ್ ಪ್ರಸಾದ್ ಅವರ ತಂಡವೇ ಅತ್ಯಧಿಕ ಸ್ಥಾನಗಳನ್ನು ಗೆದ್ದುಕೊಂಡಿತು. ಅವರ ಎದುರಾಳಿ ಬ್ರಿಜೇಶ್ ಪಟೇಲ್ ಅವರು ಹಿಂದೆ ಸರಿದರು. ಗೆದ್ದ ಗೇಮ್ ಚೇಂಜರ್ಸ್ ತಂಡವು ಚಿನ್ನಸ್ವಾಮಿ ಕ್ರೀಡಾಂಗಣದಲ್ಲಿ ಸಂಭ್ರಮಾಚರಣೆ ನಡೆಸಿತು. xyxy=(40,335,336,374)
table-row xyxy=(344,289,647,304)
dignitaries-body-2: ಮಂಡಳಿಯಲ್ಲಿ ಕೇವಲ ಒಂದು ಹುದ್ದೆಯನ್ನು ಮಾತ್ರ ಬ್ರಿಜೇಶ್ ಬಣ ಗೆಲ್ಲಲು ಸಾಧ್ಯವಾಯಿತು. ಇನ್ನುಳಿದ ಎಲ್ಲ ಹುದ್ದೆಗಳು ಚುನಾವಣೆಯಲ್ಲಿ ವೆಂಕಟೇಶ್ ತಂಡದವರೇ ಗೆಲುವು ಸಾಧಿಸಿದ್ದಾರೆ. xyxy=(410,481,610,520)
table-cell: ವೆಂಕಟೇಶ್ ಪ್ರಸಾದ್ xyxy=(424,259,525,274)
ipl-body-3: ಸರ್ಕಾರ ಅನುಮತಿ ಇಲ್ಲದೆ ನಿಲ್ಲಿಸಲ್ಪಟ್ಟ ಈ ವಿಚಾರಕ್ಕೆ ಸಂಬಂಧಿಸಿದಂತೆ ನಾವು ಬದ್ಧರಾಗಿದ್ದೇವೆ. ಆರ್‌ಸಿಬಿ ತಂಡದ ತವರು ಪಂದ್ಯಗಳು ಇಲ್ಲಿಯೇ ನಡೆಯಲಿವೆ. ಮುಂದಿನ ವರ್ಷದ ಐಪಿಎಲ್ ಪಂದ್ಯಗಳನ್ನು ಬೆಂಗಳೂರಿನ ತವರು ಪಂದ್ಯಗಳು ಇಲ್ಲೇ ನಡೆಯುತ್ತವೆ ಎಂದರು. xyxy=(962,499,1298,538)
clue-item: 12.ಒಂದು ವಸ್ತುವಿನ ಅಗ್ಗ (2) xyxy=(1074,1887,1165,1897)
crossword-cell xyxy=(922,1876,951,1905)
table-cell: ಗೇಮ್ ಚೇಂಜರ್ಸ್ xyxy=(568,304,646,319)
clue-item: 5.ಮಾಮಂಜ xyxy=(958,1757,997,1768)
crossword-cell[interactable] xyxy=(806,1905,835,1934)
crossword-cell[interactable] xyxy=(690,1818,719,1847)
crossword-cell[interactable] xyxy=(893,1702,922,1731)
list-item: » ಧಾರವಾಡ: ವೀರಣ್ಣ ಸವಡಿ (825) xyxy=(732,636,928,654)
clue-item: 11.ಚಿಕ್ಕವ ಕಳೆದಿಟ್ಟ ಕ್ರೀಡಾ (4) xyxy=(1074,1873,1165,1884)
